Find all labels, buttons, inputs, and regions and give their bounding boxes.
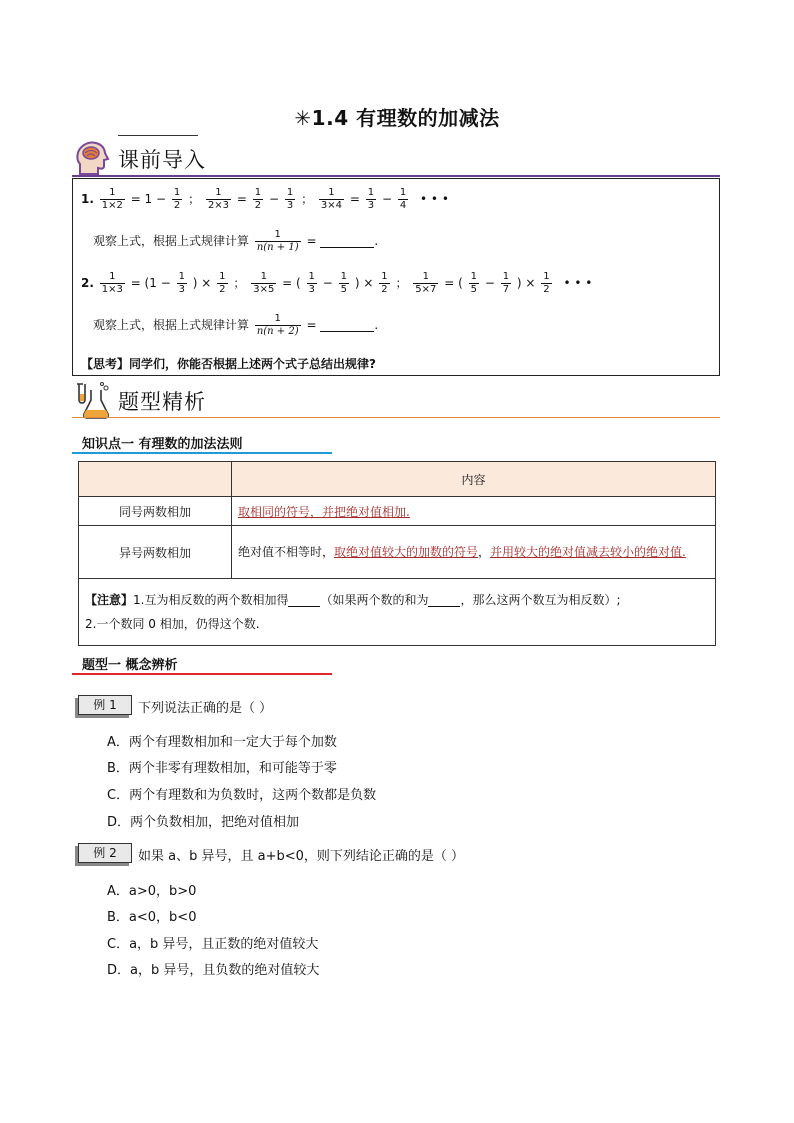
- ellipsis-dots: • • •: [563, 276, 593, 290]
- example-1-option-d[interactable]: D．两个负数相加，把绝对值相加: [107, 815, 300, 830]
- observe-row-1: 观察上式，根据上式规律计算 $\frac{1}{n(n + 1)}$ = .: [93, 229, 379, 253]
- think-prompt: [81, 355, 376, 372]
- example-2-option-b[interactable]: B．a<0，b<0: [107, 910, 197, 925]
- ellipsis-dots: • • •: [420, 192, 449, 206]
- fraction: $\frac{1}{4}$: [399, 187, 407, 211]
- fraction: $\frac{1}{n(n + 1)}$: [256, 229, 299, 253]
- fraction: $\frac{1}{3\times 4}$: [320, 187, 343, 211]
- rule-text-subtract: 并用较大的绝对值减去较小的绝对值.: [490, 545, 686, 559]
- example-2-option-a[interactable]: A．a>0，b>0: [107, 884, 197, 899]
- answer-blank[interactable]: [288, 594, 320, 607]
- table-row: [79, 526, 716, 579]
- fraction: $\frac{1}{5}$: [470, 271, 477, 295]
- fraction: $\frac{1}{3}$: [308, 271, 315, 295]
- orange-divider: [72, 417, 720, 418]
- row-content-diff-sign: 绝对值不相等时，取绝对值较大的加数的符号，并用较大的绝对值减去较小的绝对值.: [232, 526, 716, 579]
- example-1-tag: 例 1: [78, 695, 132, 715]
- fraction: $\frac{1}{1\times 2}$: [101, 187, 123, 211]
- think-label: 【思考】: [81, 357, 130, 371]
- note-line-2: 2.一个数同 0 相加，仍得这个数.: [85, 617, 260, 631]
- item-number-1: 1.: [81, 192, 94, 206]
- row-content-same-sign: [232, 497, 716, 526]
- fraction: $\frac{1}{2\times 3}$: [207, 187, 230, 211]
- table-note-row: [79, 579, 716, 646]
- fraction: $\frac{1}{2}$: [254, 187, 262, 211]
- example-1-question: 下列说法正确的是（ ）: [138, 701, 273, 716]
- knowledge-underline: [72, 452, 332, 454]
- fraction: $\frac{1}{3\times 5}$: [253, 271, 275, 295]
- example-2-question: 如果 a、b 异号，且 a+b<0，则下列结论正确的是（ ）: [138, 849, 465, 864]
- note-cell: [79, 579, 716, 646]
- page-title: ✳1.4 有理数的加减法: [294, 106, 500, 130]
- fraction: $\frac{1}{n(n + 2)}$: [256, 313, 299, 337]
- fraction: $\frac{1}{2}$: [543, 271, 550, 295]
- brain-head-icon: [72, 138, 112, 178]
- section-title-analysis: 题型精析: [118, 390, 206, 414]
- fraction: $\frac{1}{3}$: [367, 187, 375, 211]
- answer-blank[interactable]: [428, 594, 460, 607]
- answer-blank[interactable]: [320, 235, 374, 248]
- example-2-option-d[interactable]: D．a，b 异号，且负数的绝对值较大: [107, 963, 320, 978]
- table-header-row: [79, 462, 716, 497]
- example-1-option-c[interactable]: C．两个有理数和为负数时，这两个数都是负数: [107, 788, 377, 803]
- section-title-intro: 课前导入: [118, 148, 206, 172]
- fraction: $\frac{1}{3}$: [178, 271, 185, 295]
- table-header-empty: [79, 462, 232, 497]
- pattern-row-2: 2. $\frac{1}{1\times 3}$ = (1 − $\frac{1}{3}$ ) × $\frac{1}{2}$ ； $\frac{1}{3\times 5}$ = ( $\frac{1}{3}$ − $\frac{1}{5}$ ) × $\frac{1}{2}$ ； $\frac{1}{5\times 7}$ = ( $\frac{1}{5}$ − $\frac{1}{7}$ ) × $\frac{1}{2}$ • • •: [81, 271, 593, 295]
- flask-icon: [72, 380, 112, 420]
- note-line-1: 【注意】1.互为相反数的两个数相加得 （如果两个数的和为 ，那么这两个数互为相反数）;: [85, 593, 621, 607]
- type1-underline: [72, 673, 332, 675]
- section-header-intro: [72, 138, 372, 178]
- fraction: $\frac{1}{5\times 7}$: [415, 271, 437, 295]
- item-number-2: 2.: [81, 276, 94, 290]
- table-row: [79, 497, 716, 526]
- example-1-option-b[interactable]: B．两个非零有理数相加，和可能等于零: [107, 761, 337, 776]
- header-deco-line: [118, 135, 198, 136]
- knowledge-table: [78, 461, 716, 646]
- fraction: $\frac{1}{3}$: [286, 187, 294, 211]
- answer-blank[interactable]: [320, 319, 374, 332]
- purple-divider: [72, 175, 720, 177]
- rule-text-same-sign: 取相同的符号，并把绝对值相加.: [238, 504, 410, 519]
- example-1-option-a[interactable]: A．两个有理数相加和一定大于每个加数: [107, 735, 337, 750]
- example-2-tag: 例 2: [78, 843, 132, 863]
- note-label: 【注意】: [85, 593, 134, 607]
- think-text: 同学们，你能否根据上述两个式子总结出规律?: [129, 357, 376, 371]
- section-header-analysis: [72, 380, 372, 420]
- knowledge-heading: 知识点一 有理数的加法法则: [82, 437, 243, 452]
- table-header-content: 内容: [232, 462, 716, 497]
- fraction: $\frac{1}{2}$: [219, 271, 226, 295]
- rule-text-sign: 取绝对值较大的加数的符号: [334, 545, 479, 559]
- fraction: $\frac{1}{5}$: [340, 271, 348, 295]
- fraction: $\frac{1}{7}$: [502, 271, 510, 295]
- pattern-row-1: 1. $\frac{1}{1\times 2}$ = 1 − $\frac{1}{2}$ ； $\frac{1}{2\times 3}$ = $\frac{1}{2}$ − $\frac{1}{3}$ ； $\frac{1}{3\times 4}$ = $\frac{1}{3}$ − $\frac{1}{4}$ • • •: [81, 187, 449, 211]
- row-label-same-sign: 同号两数相加: [79, 497, 232, 526]
- intro-problem-box: [72, 178, 720, 376]
- observe-row-2: 观察上式，根据上式规律计算 $\frac{1}{n(n + 2)}$ = .: [93, 313, 379, 337]
- fraction: $\frac{1}{2}$: [381, 271, 388, 295]
- type1-heading: 题型一 概念辨析: [82, 658, 178, 673]
- fraction: $\frac{1}{1\times 3}$: [101, 271, 123, 295]
- row-label-diff-sign: 异号两数相加: [79, 526, 232, 579]
- example-2-option-c[interactable]: C．a，b 异号，且正数的绝对值较大: [107, 937, 319, 952]
- fraction: $\frac{1}{2}$: [173, 187, 181, 211]
